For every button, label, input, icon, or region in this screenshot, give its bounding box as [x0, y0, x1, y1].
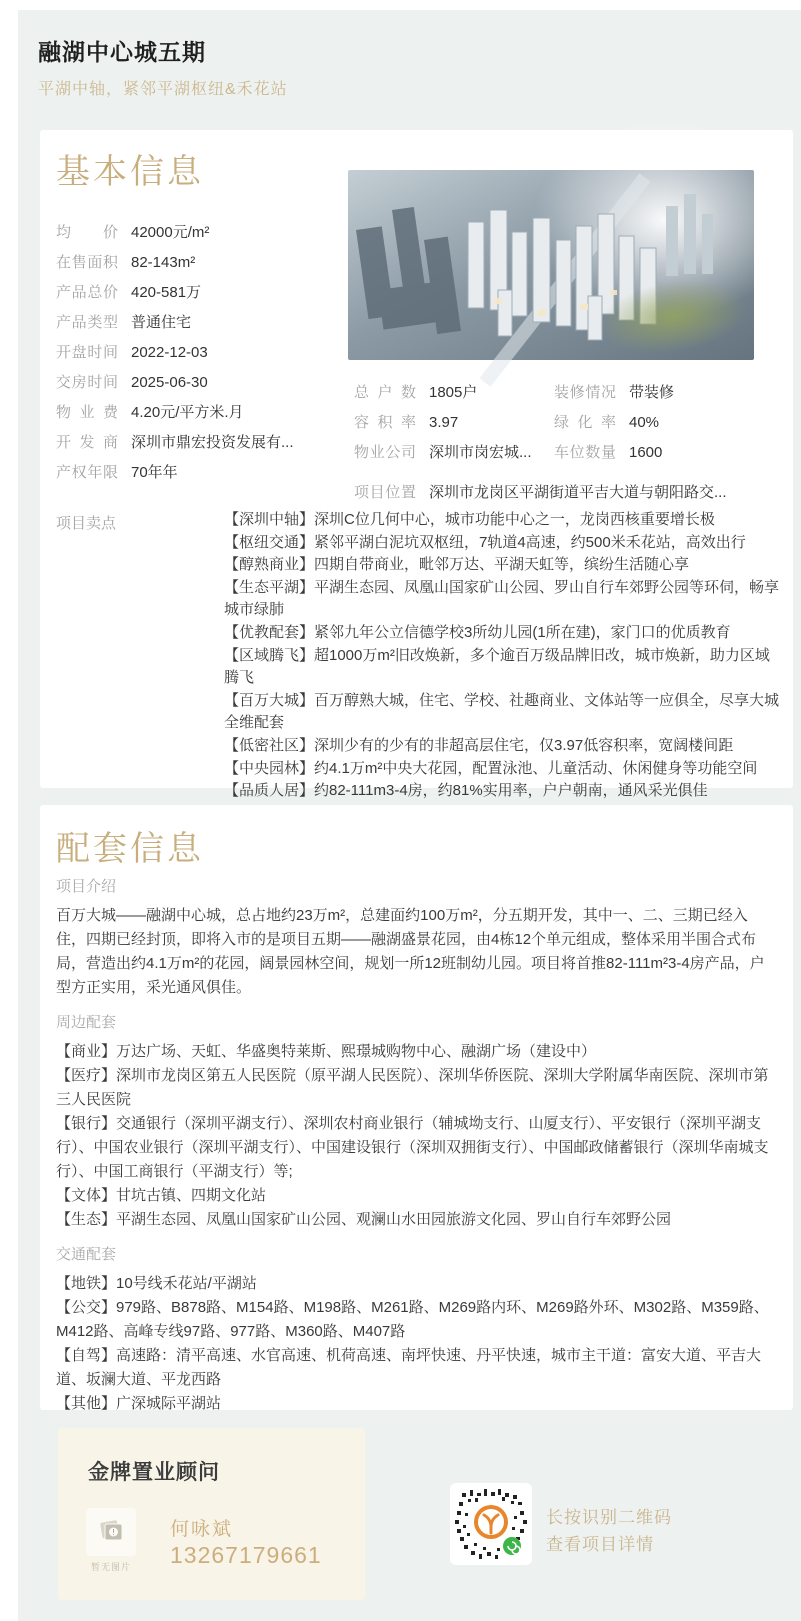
info-value: 420-581万 [131, 284, 202, 301]
amenities-heading: 配套信息 [56, 830, 204, 868]
info-row [554, 378, 778, 408]
surroundings-lines [56, 1040, 777, 1232]
info-value: 40% [629, 414, 660, 431]
amenity-line: 【文体】甘坑古镇、四期文化站 [56, 1187, 267, 1204]
info-value: 2022-12-03 [131, 344, 208, 361]
selling-point-item: 【枢纽交通】紧邻平湖白泥坑双枢纽，7轨道4高速，约500米禾花站，高效出行 [224, 533, 746, 551]
info-row [554, 408, 778, 438]
qr-caption-line2: 查看项目详情 [546, 1535, 654, 1554]
agent-photo-placeholder [84, 1508, 138, 1574]
agent-phone[interactable]: 13267179661 [170, 1542, 322, 1568]
qr-caption-line1: 长按识别二维码 [546, 1508, 672, 1527]
info-label: 容积率 [354, 414, 416, 431]
info-row [56, 458, 346, 488]
info-row [56, 308, 346, 338]
amenity-line: 【其他】广深城际平湖站 [56, 1395, 222, 1412]
mini-program-qr-graphic [450, 1483, 532, 1565]
info-value: 1600 [629, 444, 663, 461]
info-label: 装修情况 [554, 384, 616, 401]
selling-points-list [224, 509, 780, 803]
selling-point-item: 【优教配套】紧邻九年公立信德学校3所幼儿园(1所在建)，家门口的优质教育 [224, 623, 731, 641]
info-value: 深圳市岗宏城... [429, 444, 532, 461]
location-row [354, 478, 727, 508]
info-row [56, 248, 346, 278]
photo-placeholder-text: 暂无图片 [90, 1562, 131, 1572]
info-row [354, 408, 554, 438]
amenity-line: 百万大城——融湖中心城，总占地约23万m²，总建面约100万m²，分五期开发，其中一、二、三期已经入住，四期已经封顶，即将入市的是项目五期——融湖盛景花园，由4栋12个单元组成，整体采用半围合式布局，营造出约4.1万m²的花园，阔景园林空间，规划一所12班制幼儿园。项目将首推82-111m²3-4房产品，户型方正实用，采光通风俱佳。 [56, 907, 765, 996]
info-label: 在售面积 [56, 254, 118, 271]
svg-text:!: ! [111, 1528, 116, 1537]
selling-point-item: 【生态平湖】平湖生态园、凤凰山国家矿山公园、罗山自行车郊野公园等环伺，畅享城市绿肺 [224, 578, 780, 619]
info-value: 42000元/m² [131, 224, 210, 241]
info-row [56, 368, 346, 398]
info-value: 1805户 [429, 384, 478, 401]
info-row [56, 218, 346, 248]
basic-info-left-list [56, 218, 346, 488]
info-value: 带装修 [629, 384, 675, 401]
selling-point-item: 【深圳中轴】深圳C位几何中心，城市功能中心之一，龙岗西核重要增长极 [224, 511, 715, 528]
amenity-line: 【地铁】10号线禾花站/平湖站 [56, 1275, 257, 1292]
page-subtitle: 平湖中轴，紧邻平湖枢纽&禾花站 [38, 81, 288, 98]
info-row [554, 438, 778, 468]
info-label: 开盘时间 [56, 344, 118, 361]
project-render-image [348, 170, 754, 360]
info-value: 70年年 [131, 464, 178, 481]
amenity-line: 【银行】交通银行（深圳平湖支行）、深圳农村商业银行（辅城坳支行、山厦支行）、平安银行（深圳平湖支行）、中国农业银行（深圳平湖支行）、中国建设银行（深圳双拥街支行）、中国邮政储蓄银行（深圳华南城支行）、中国工商银行（平湖支行）等; [56, 1115, 769, 1180]
qr-caption [546, 1504, 672, 1558]
intro-lines [56, 904, 777, 1000]
amenity-line: 【自驾】高速路：清平高速、水官高速、机荷高速、南坪快速、丹平快速，城市主干道：富安大道、平吉大道、坂澜大道、平龙西路 [56, 1347, 762, 1388]
transport-lines [56, 1272, 777, 1416]
no-photo-icon [96, 1518, 126, 1546]
info-label: 总户数 [354, 384, 416, 401]
amenity-line: 【商业】万达广场、天虹、华盛奥特莱斯、熙璟城购物中心、融湖广场（建设中） [56, 1043, 597, 1060]
basic-info-card [40, 130, 793, 800]
selling-points-label: 项目卖点 [56, 515, 117, 532]
selling-point-item: 【区域腾飞】超1000万m²旧改焕新，多个逾百万级品牌旧改，城市焕新，助力区域腾飞 [224, 646, 770, 687]
info-label: 开发商 [56, 434, 118, 451]
info-label: 项目位置 [354, 484, 416, 501]
info-label: 绿化率 [554, 414, 616, 431]
info-value: 普通住宅 [131, 314, 192, 331]
section-label-surroundings: 周边配套 [56, 1014, 117, 1031]
info-label: 均价 [56, 224, 118, 241]
basic-info-right-grid [354, 378, 778, 468]
info-row [56, 428, 346, 458]
info-value: 4.20元/平方米.月 [131, 404, 244, 421]
info-value: 深圳市鼎宏投资发展有... [131, 434, 294, 451]
info-label: 产权年限 [56, 464, 118, 481]
info-value: 2025-06-30 [131, 374, 208, 391]
info-value: 82-143m² [131, 254, 196, 271]
photo-box [86, 1508, 136, 1556]
selling-point-item: 【低密社区】深圳少有的少有的非超高层住宅，仅3.97低容积率，宽阔楼间距 [224, 736, 734, 754]
agent-name: 何咏斌 [170, 1519, 234, 1540]
basic-info-heading: 基本信息 [56, 153, 204, 191]
info-label: 物业费 [56, 404, 118, 421]
info-row [354, 438, 554, 468]
info-label: 车位数量 [554, 444, 616, 461]
consultant-panel [58, 1428, 365, 1600]
amenities-body [56, 877, 777, 1429]
info-row [56, 338, 346, 368]
info-label: 物业公司 [354, 444, 416, 461]
amenity-line: 【公交】979路、B878路、M154路、M198路、M261路、M269路内环、M269路外环、M302路、M359路、M412路、高峰专线97路、977路、M360路、M407路 [56, 1299, 769, 1340]
info-row [354, 378, 554, 408]
info-value: 3.97 [429, 414, 459, 431]
selling-point-item: 【中央园林】约4.1万m²中央大花园，配置泳池、儿童活动、休闲健身等功能空间 [224, 759, 758, 777]
info-label: 产品总价 [56, 284, 118, 301]
info-value: 深圳市龙岗区平湖街道平吉大道与朝阳路交... [429, 484, 727, 501]
info-label: 产品类型 [56, 314, 118, 331]
selling-point-item: 【百万大城】百万醇熟大城，住宅、学校、社趣商业、文体站等一应俱全，尽享大城全维配套 [224, 691, 780, 732]
amenity-line: 【医疗】深圳市龙岗区第五人民医院（原平湖人民医院）、深圳华侨医院、深圳大学附属华南医院、深圳市第三人民医院 [56, 1067, 769, 1108]
amenity-line: 【生态】平湖生态园、凤凰山国家矿山公园、观澜山水田园旅游文化园、罗山自行车郊野公园 [56, 1211, 672, 1228]
qr-code[interactable] [450, 1483, 532, 1565]
selling-point-item: 【醇熟商业】四期自带商业，毗邻万达、平湖天虹等，缤纷生活随心享 [224, 556, 690, 574]
info-row [56, 278, 346, 308]
section-label-intro: 项目介绍 [56, 878, 117, 895]
info-row [56, 398, 346, 428]
page-title: 融湖中心城五期 [38, 39, 206, 65]
section-label-transport: 交通配套 [56, 1246, 117, 1263]
selling-point-item: 【品质人居】约82-111m3-4房，约81%实用率，户户朝南，通风采光俱佳 [224, 782, 708, 800]
amenities-card [40, 805, 793, 1410]
info-label: 交房时间 [56, 374, 118, 391]
consultant-title: 金牌置业顾问 [88, 1461, 220, 1484]
page-background [18, 10, 801, 1621]
